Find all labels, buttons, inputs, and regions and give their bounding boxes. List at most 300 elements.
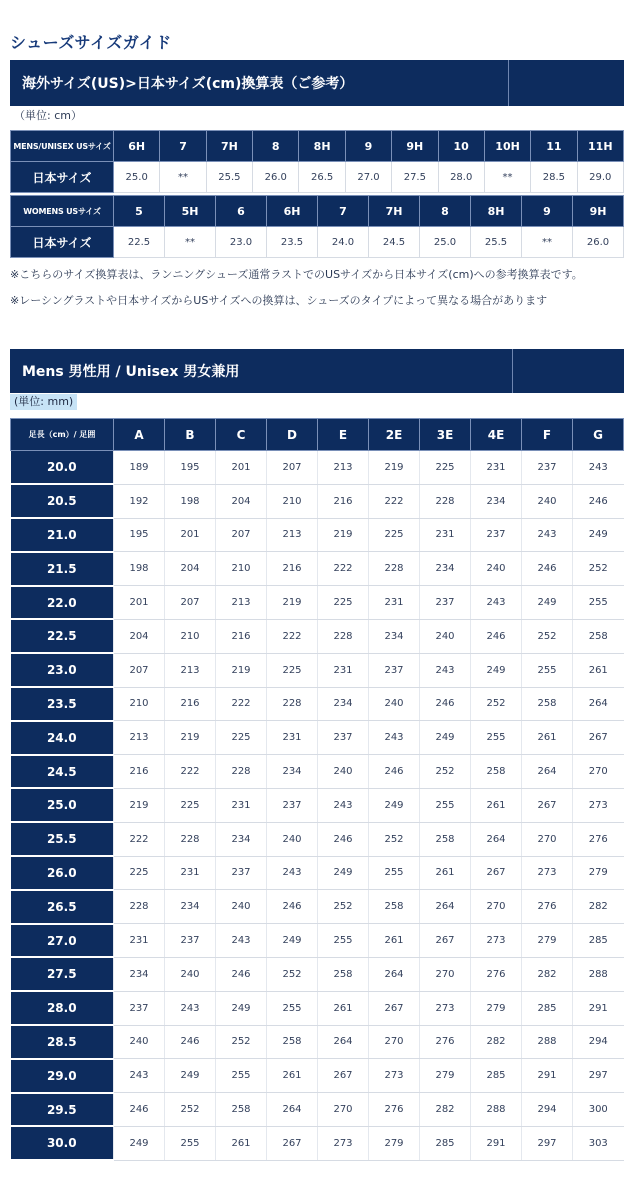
- girth-value-cell: 267: [369, 991, 420, 1025]
- womens-jp-row: [11, 227, 624, 258]
- girth-value-cell: 267: [267, 1126, 318, 1160]
- womens-us-size-cell: 5: [114, 196, 165, 227]
- girth-value-cell: 294: [522, 1093, 573, 1127]
- girth-value-cell: 222: [318, 552, 369, 586]
- girth-value-cell: 228: [318, 619, 369, 653]
- mens-jp-size-cell: 29.0: [577, 162, 623, 193]
- girth-value-cell: 258: [369, 890, 420, 924]
- mens-us-size-cell: 9: [345, 131, 391, 162]
- foot-length-cell: 20.5: [11, 484, 114, 518]
- girth-value-cell: 282: [522, 957, 573, 991]
- girth-value-cell: 291: [471, 1126, 522, 1160]
- girth-value-cell: 228: [114, 890, 165, 924]
- mens-us-size-cell: 10H: [484, 131, 530, 162]
- girth-value-cell: 225: [420, 451, 471, 485]
- mens-jp-size-cell: 25.0: [114, 162, 160, 193]
- girth-value-cell: 270: [420, 957, 471, 991]
- girth-value-cell: 261: [522, 721, 573, 755]
- foot-length-cell: 26.5: [11, 890, 114, 924]
- girth-value-cell: 228: [369, 552, 420, 586]
- width-column-header: 4E: [471, 419, 522, 451]
- girth-value-cell: 225: [165, 788, 216, 822]
- girth-value-cell: 279: [573, 856, 624, 890]
- width-column-header: A: [114, 419, 165, 451]
- girth-value-cell: 267: [522, 788, 573, 822]
- womens-jp-size-cell: **: [522, 227, 573, 258]
- girth-value-cell: 195: [114, 518, 165, 552]
- womens-jp-row-label: 日本サイズ: [11, 227, 114, 258]
- table-row: [11, 484, 624, 518]
- girth-value-cell: 282: [573, 890, 624, 924]
- table-row: [11, 1025, 624, 1059]
- girth-value-cell: 270: [318, 1093, 369, 1127]
- width-table-banner: [10, 349, 624, 393]
- table-row: [11, 822, 624, 856]
- womens-us-size-cell: 6H: [267, 196, 318, 227]
- girth-value-cell: 201: [216, 451, 267, 485]
- width-corner-label: 足長（cm）/ 足囲: [11, 419, 114, 451]
- girth-value-cell: 246: [420, 687, 471, 721]
- conversion-banner: [10, 60, 624, 106]
- girth-value-cell: 285: [522, 991, 573, 1025]
- girth-value-cell: 237: [522, 451, 573, 485]
- conversion-note-2: ※レーシングラストや日本サイズからUSサイズへの換算は、シューズのタイプによって異なる場合があります: [10, 294, 548, 307]
- womens-us-size-cell: 5H: [165, 196, 216, 227]
- table-row: [11, 687, 624, 721]
- girth-value-cell: 264: [267, 1093, 318, 1127]
- girth-value-cell: 216: [165, 687, 216, 721]
- girth-value-cell: 255: [318, 924, 369, 958]
- girth-value-cell: 261: [471, 788, 522, 822]
- table-row: [11, 890, 624, 924]
- girth-value-cell: 231: [267, 721, 318, 755]
- girth-value-cell: 264: [471, 822, 522, 856]
- girth-value-cell: 219: [369, 451, 420, 485]
- girth-value-cell: 255: [471, 721, 522, 755]
- girth-value-cell: 249: [267, 924, 318, 958]
- girth-value-cell: 234: [114, 957, 165, 991]
- girth-value-cell: 240: [369, 687, 420, 721]
- girth-value-cell: 273: [420, 991, 471, 1025]
- girth-value-cell: 216: [216, 619, 267, 653]
- mens-jp-size-cell: 27.0: [345, 162, 391, 193]
- girth-value-cell: 261: [420, 856, 471, 890]
- width-table-unit: (単位: mm): [10, 394, 77, 410]
- girth-value-cell: 282: [471, 1025, 522, 1059]
- foot-length-cell: 29.0: [11, 1059, 114, 1093]
- girth-value-cell: 204: [114, 619, 165, 653]
- girth-value-cell: 204: [165, 552, 216, 586]
- width-table-banner-title: Mens 男性用 / Unisex 男女兼用: [22, 364, 240, 380]
- girth-value-cell: 222: [369, 484, 420, 518]
- girth-value-cell: 225: [216, 721, 267, 755]
- girth-value-cell: 279: [471, 991, 522, 1025]
- girth-value-cell: 267: [573, 721, 624, 755]
- girth-value-cell: 243: [267, 856, 318, 890]
- girth-value-cell: 246: [573, 484, 624, 518]
- girth-value-cell: 276: [573, 822, 624, 856]
- mens-jp-size-cell: 27.5: [392, 162, 438, 193]
- womens-us-size-cell: 7H: [369, 196, 420, 227]
- girth-value-cell: 279: [522, 924, 573, 958]
- girth-value-cell: 270: [369, 1025, 420, 1059]
- banner-divider: [508, 60, 509, 106]
- girth-value-cell: 249: [216, 991, 267, 1025]
- girth-value-cell: 240: [114, 1025, 165, 1059]
- girth-value-cell: 231: [318, 653, 369, 687]
- girth-value-cell: 219: [165, 721, 216, 755]
- table-row: [11, 552, 624, 586]
- girth-value-cell: 228: [267, 687, 318, 721]
- girth-value-cell: 234: [165, 890, 216, 924]
- foot-length-cell: 27.0: [11, 924, 114, 958]
- girth-value-cell: 240: [216, 890, 267, 924]
- girth-value-cell: 225: [369, 518, 420, 552]
- girth-value-cell: 243: [573, 451, 624, 485]
- width-column-header: E: [318, 419, 369, 451]
- mens-jp-size-cell: 28.0: [438, 162, 484, 193]
- girth-value-cell: 240: [318, 755, 369, 789]
- girth-value-cell: 237: [114, 991, 165, 1025]
- mens-us-size-cell: 6H: [114, 131, 160, 162]
- foot-length-cell: 29.5: [11, 1093, 114, 1127]
- girth-value-cell: 246: [267, 890, 318, 924]
- mens-us-size-cell: 10: [438, 131, 484, 162]
- banner-divider: [512, 349, 513, 393]
- girth-value-cell: 228: [216, 755, 267, 789]
- girth-value-cell: 291: [522, 1059, 573, 1093]
- girth-value-cell: 240: [471, 552, 522, 586]
- girth-value-cell: 237: [369, 653, 420, 687]
- girth-value-cell: 276: [471, 957, 522, 991]
- mens-jp-row-label: 日本サイズ: [11, 162, 114, 193]
- foot-length-cell: 28.0: [11, 991, 114, 1025]
- girth-value-cell: 255: [573, 586, 624, 620]
- girth-value-cell: 216: [318, 484, 369, 518]
- girth-value-cell: 270: [522, 822, 573, 856]
- girth-value-cell: 261: [369, 924, 420, 958]
- table-row: [11, 957, 624, 991]
- girth-value-cell: 252: [522, 619, 573, 653]
- girth-value-cell: 273: [318, 1126, 369, 1160]
- mens-us-size-cell: 9H: [392, 131, 438, 162]
- foot-length-cell: 23.5: [11, 687, 114, 721]
- girth-value-cell: 243: [369, 721, 420, 755]
- girth-value-cell: 216: [267, 552, 318, 586]
- womens-jp-size-cell: 24.0: [318, 227, 369, 258]
- girth-value-cell: 276: [369, 1093, 420, 1127]
- girth-value-cell: 285: [471, 1059, 522, 1093]
- girth-value-cell: 210: [114, 687, 165, 721]
- girth-value-cell: 228: [420, 484, 471, 518]
- mens-us-size-cell: 11: [531, 131, 577, 162]
- table-row: [11, 721, 624, 755]
- width-column-header: 3E: [420, 419, 471, 451]
- girth-value-cell: 252: [165, 1093, 216, 1127]
- womens-jp-size-cell: 22.5: [114, 227, 165, 258]
- girth-value-cell: 288: [573, 957, 624, 991]
- girth-value-cell: 243: [165, 991, 216, 1025]
- girth-value-cell: 246: [522, 552, 573, 586]
- girth-value-cell: 252: [216, 1025, 267, 1059]
- girth-value-cell: 192: [114, 484, 165, 518]
- foot-length-cell: 27.5: [11, 957, 114, 991]
- girth-value-cell: 210: [165, 619, 216, 653]
- girth-value-cell: 264: [573, 687, 624, 721]
- foot-length-cell: 22.0: [11, 586, 114, 620]
- girth-value-cell: 219: [318, 518, 369, 552]
- mens-jp-size-cell: **: [160, 162, 206, 193]
- girth-value-cell: 249: [420, 721, 471, 755]
- girth-value-cell: 243: [114, 1059, 165, 1093]
- table-row: [11, 1059, 624, 1093]
- girth-value-cell: 255: [216, 1059, 267, 1093]
- girth-value-cell: 252: [318, 890, 369, 924]
- girth-value-cell: 219: [216, 653, 267, 687]
- girth-value-cell: 300: [573, 1093, 624, 1127]
- womens-jp-size-cell: 24.5: [369, 227, 420, 258]
- womens-jp-size-cell: **: [165, 227, 216, 258]
- girth-value-cell: 219: [114, 788, 165, 822]
- table-row: [11, 1093, 624, 1127]
- girth-value-cell: 213: [318, 451, 369, 485]
- girth-value-cell: 231: [471, 451, 522, 485]
- girth-value-cell: 267: [420, 924, 471, 958]
- girth-value-cell: 222: [114, 822, 165, 856]
- girth-value-cell: 243: [318, 788, 369, 822]
- womens-us-row: [11, 196, 624, 227]
- womens-jp-size-cell: 26.0: [573, 227, 624, 258]
- width-column-header: C: [216, 419, 267, 451]
- girth-value-cell: 249: [522, 586, 573, 620]
- table-row: [11, 653, 624, 687]
- girth-value-cell: 234: [318, 687, 369, 721]
- width-column-header: B: [165, 419, 216, 451]
- table-row: [11, 451, 624, 485]
- mens-conversion-table: [10, 130, 624, 193]
- foot-length-cell: 21.5: [11, 552, 114, 586]
- girth-value-cell: 297: [522, 1126, 573, 1160]
- girth-value-cell: 276: [522, 890, 573, 924]
- girth-value-cell: 207: [267, 451, 318, 485]
- girth-value-cell: 222: [216, 687, 267, 721]
- girth-value-cell: 258: [318, 957, 369, 991]
- girth-value-cell: 213: [267, 518, 318, 552]
- girth-value-cell: 213: [216, 586, 267, 620]
- girth-value-cell: 285: [420, 1126, 471, 1160]
- mens-jp-row: [11, 162, 624, 193]
- girth-value-cell: 258: [573, 619, 624, 653]
- mens-jp-size-cell: 25.5: [206, 162, 252, 193]
- womens-jp-size-cell: 25.0: [420, 227, 471, 258]
- girth-value-cell: 252: [573, 552, 624, 586]
- table-row: [11, 755, 624, 789]
- girth-value-cell: 261: [318, 991, 369, 1025]
- girth-value-cell: 273: [369, 1059, 420, 1093]
- girth-value-cell: 258: [471, 755, 522, 789]
- mens-jp-size-cell: **: [484, 162, 530, 193]
- foot-length-cell: 26.0: [11, 856, 114, 890]
- conversion-note-1: ※こちらのサイズ換算表は、ランニングシューズ通常ラストでのUSサイズから日本サイズ(cm)への参考換算表です。: [10, 268, 583, 281]
- womens-us-size-cell: 9H: [573, 196, 624, 227]
- womens-us-size-cell: 8H: [471, 196, 522, 227]
- girth-value-cell: 240: [522, 484, 573, 518]
- girth-value-cell: 267: [471, 856, 522, 890]
- width-column-header: F: [522, 419, 573, 451]
- girth-value-cell: 231: [420, 518, 471, 552]
- girth-value-cell: 264: [420, 890, 471, 924]
- foot-length-cell: 20.0: [11, 451, 114, 485]
- width-table-body: [11, 451, 624, 1161]
- girth-value-cell: 255: [522, 653, 573, 687]
- width-column-header: 2E: [369, 419, 420, 451]
- girth-value-cell: 258: [267, 1025, 318, 1059]
- girth-value-cell: 201: [165, 518, 216, 552]
- girth-value-cell: 261: [216, 1126, 267, 1160]
- girth-value-cell: 282: [420, 1093, 471, 1127]
- girth-value-cell: 243: [216, 924, 267, 958]
- foot-length-cell: 22.5: [11, 619, 114, 653]
- girth-value-cell: 243: [420, 653, 471, 687]
- girth-value-cell: 267: [318, 1059, 369, 1093]
- girth-value-cell: 252: [420, 755, 471, 789]
- mens-us-header-label: MENS/UNISEX USサイズ: [11, 131, 114, 162]
- foot-length-cell: 30.0: [11, 1126, 114, 1160]
- foot-width-table: [10, 418, 624, 1161]
- girth-value-cell: 237: [216, 856, 267, 890]
- womens-us-size-cell: 6: [216, 196, 267, 227]
- page-title: シューズサイズガイド: [10, 33, 172, 52]
- girth-value-cell: 252: [267, 957, 318, 991]
- girth-value-cell: 246: [318, 822, 369, 856]
- mens-us-size-cell: 7H: [206, 131, 252, 162]
- girth-value-cell: 243: [522, 518, 573, 552]
- girth-value-cell: 264: [369, 957, 420, 991]
- girth-value-cell: 222: [267, 619, 318, 653]
- girth-value-cell: 252: [369, 822, 420, 856]
- girth-value-cell: 255: [420, 788, 471, 822]
- girth-value-cell: 210: [216, 552, 267, 586]
- girth-value-cell: 270: [471, 890, 522, 924]
- table-row: [11, 619, 624, 653]
- girth-value-cell: 234: [471, 484, 522, 518]
- girth-value-cell: 273: [522, 856, 573, 890]
- mens-jp-size-cell: 26.0: [253, 162, 299, 193]
- mens-us-size-cell: 8: [253, 131, 299, 162]
- girth-value-cell: 240: [165, 957, 216, 991]
- girth-value-cell: 255: [369, 856, 420, 890]
- girth-value-cell: 210: [267, 484, 318, 518]
- girth-value-cell: 246: [369, 755, 420, 789]
- girth-value-cell: 234: [267, 755, 318, 789]
- girth-value-cell: 231: [165, 856, 216, 890]
- foot-length-cell: 24.0: [11, 721, 114, 755]
- mens-us-row: [11, 131, 624, 162]
- table-row: [11, 924, 624, 958]
- girth-value-cell: 297: [573, 1059, 624, 1093]
- mens-jp-size-cell: 28.5: [531, 162, 577, 193]
- womens-jp-size-cell: 23.0: [216, 227, 267, 258]
- womens-us-size-cell: 7: [318, 196, 369, 227]
- girth-value-cell: 237: [165, 924, 216, 958]
- girth-value-cell: 231: [114, 924, 165, 958]
- girth-value-cell: 291: [573, 991, 624, 1025]
- girth-value-cell: 246: [471, 619, 522, 653]
- table-row: [11, 856, 624, 890]
- mens-us-size-cell: 7: [160, 131, 206, 162]
- girth-value-cell: 288: [522, 1025, 573, 1059]
- womens-us-header-label: WOMENS USサイズ: [11, 196, 114, 227]
- mens-us-size-cell: 8H: [299, 131, 345, 162]
- girth-value-cell: 264: [522, 755, 573, 789]
- womens-us-size-cell: 9: [522, 196, 573, 227]
- girth-value-cell: 246: [114, 1093, 165, 1127]
- girth-value-cell: 249: [165, 1059, 216, 1093]
- womens-conversion-table: [10, 195, 624, 258]
- mens-us-size-cell: 11H: [577, 131, 623, 162]
- foot-length-cell: 21.0: [11, 518, 114, 552]
- foot-length-cell: 25.0: [11, 788, 114, 822]
- girth-value-cell: 276: [420, 1025, 471, 1059]
- girth-value-cell: 249: [318, 856, 369, 890]
- girth-value-cell: 207: [114, 653, 165, 687]
- girth-value-cell: 237: [471, 518, 522, 552]
- table-row: [11, 586, 624, 620]
- girth-value-cell: 225: [114, 856, 165, 890]
- width-header-row: [11, 419, 624, 451]
- girth-value-cell: 228: [165, 822, 216, 856]
- girth-value-cell: 255: [165, 1126, 216, 1160]
- girth-value-cell: 189: [114, 451, 165, 485]
- girth-value-cell: 207: [165, 586, 216, 620]
- mens-jp-size-cell: 26.5: [299, 162, 345, 193]
- girth-value-cell: 258: [522, 687, 573, 721]
- girth-value-cell: 225: [318, 586, 369, 620]
- girth-value-cell: 246: [216, 957, 267, 991]
- girth-value-cell: 252: [471, 687, 522, 721]
- womens-jp-size-cell: 25.5: [471, 227, 522, 258]
- foot-length-cell: 25.5: [11, 822, 114, 856]
- girth-value-cell: 285: [573, 924, 624, 958]
- girth-value-cell: 216: [114, 755, 165, 789]
- girth-value-cell: 279: [420, 1059, 471, 1093]
- girth-value-cell: 249: [573, 518, 624, 552]
- conversion-banner-title: 海外サイズ(US)>日本サイズ(cm)換算表（ご参考）: [22, 76, 354, 92]
- conversion-unit: （単位: cm）: [14, 109, 82, 122]
- girth-value-cell: 198: [165, 484, 216, 518]
- girth-value-cell: 234: [216, 822, 267, 856]
- girth-value-cell: 204: [216, 484, 267, 518]
- girth-value-cell: 234: [420, 552, 471, 586]
- girth-value-cell: 198: [114, 552, 165, 586]
- table-row: [11, 991, 624, 1025]
- girth-value-cell: 237: [267, 788, 318, 822]
- girth-value-cell: 201: [114, 586, 165, 620]
- girth-value-cell: 213: [165, 653, 216, 687]
- girth-value-cell: 237: [318, 721, 369, 755]
- girth-value-cell: 231: [369, 586, 420, 620]
- girth-value-cell: 249: [369, 788, 420, 822]
- width-column-header: G: [573, 419, 624, 451]
- girth-value-cell: 240: [420, 619, 471, 653]
- girth-value-cell: 279: [369, 1126, 420, 1160]
- girth-value-cell: 294: [573, 1025, 624, 1059]
- width-column-header: D: [267, 419, 318, 451]
- foot-length-cell: 24.5: [11, 755, 114, 789]
- girth-value-cell: 243: [471, 586, 522, 620]
- girth-value-cell: 273: [471, 924, 522, 958]
- girth-value-cell: 225: [267, 653, 318, 687]
